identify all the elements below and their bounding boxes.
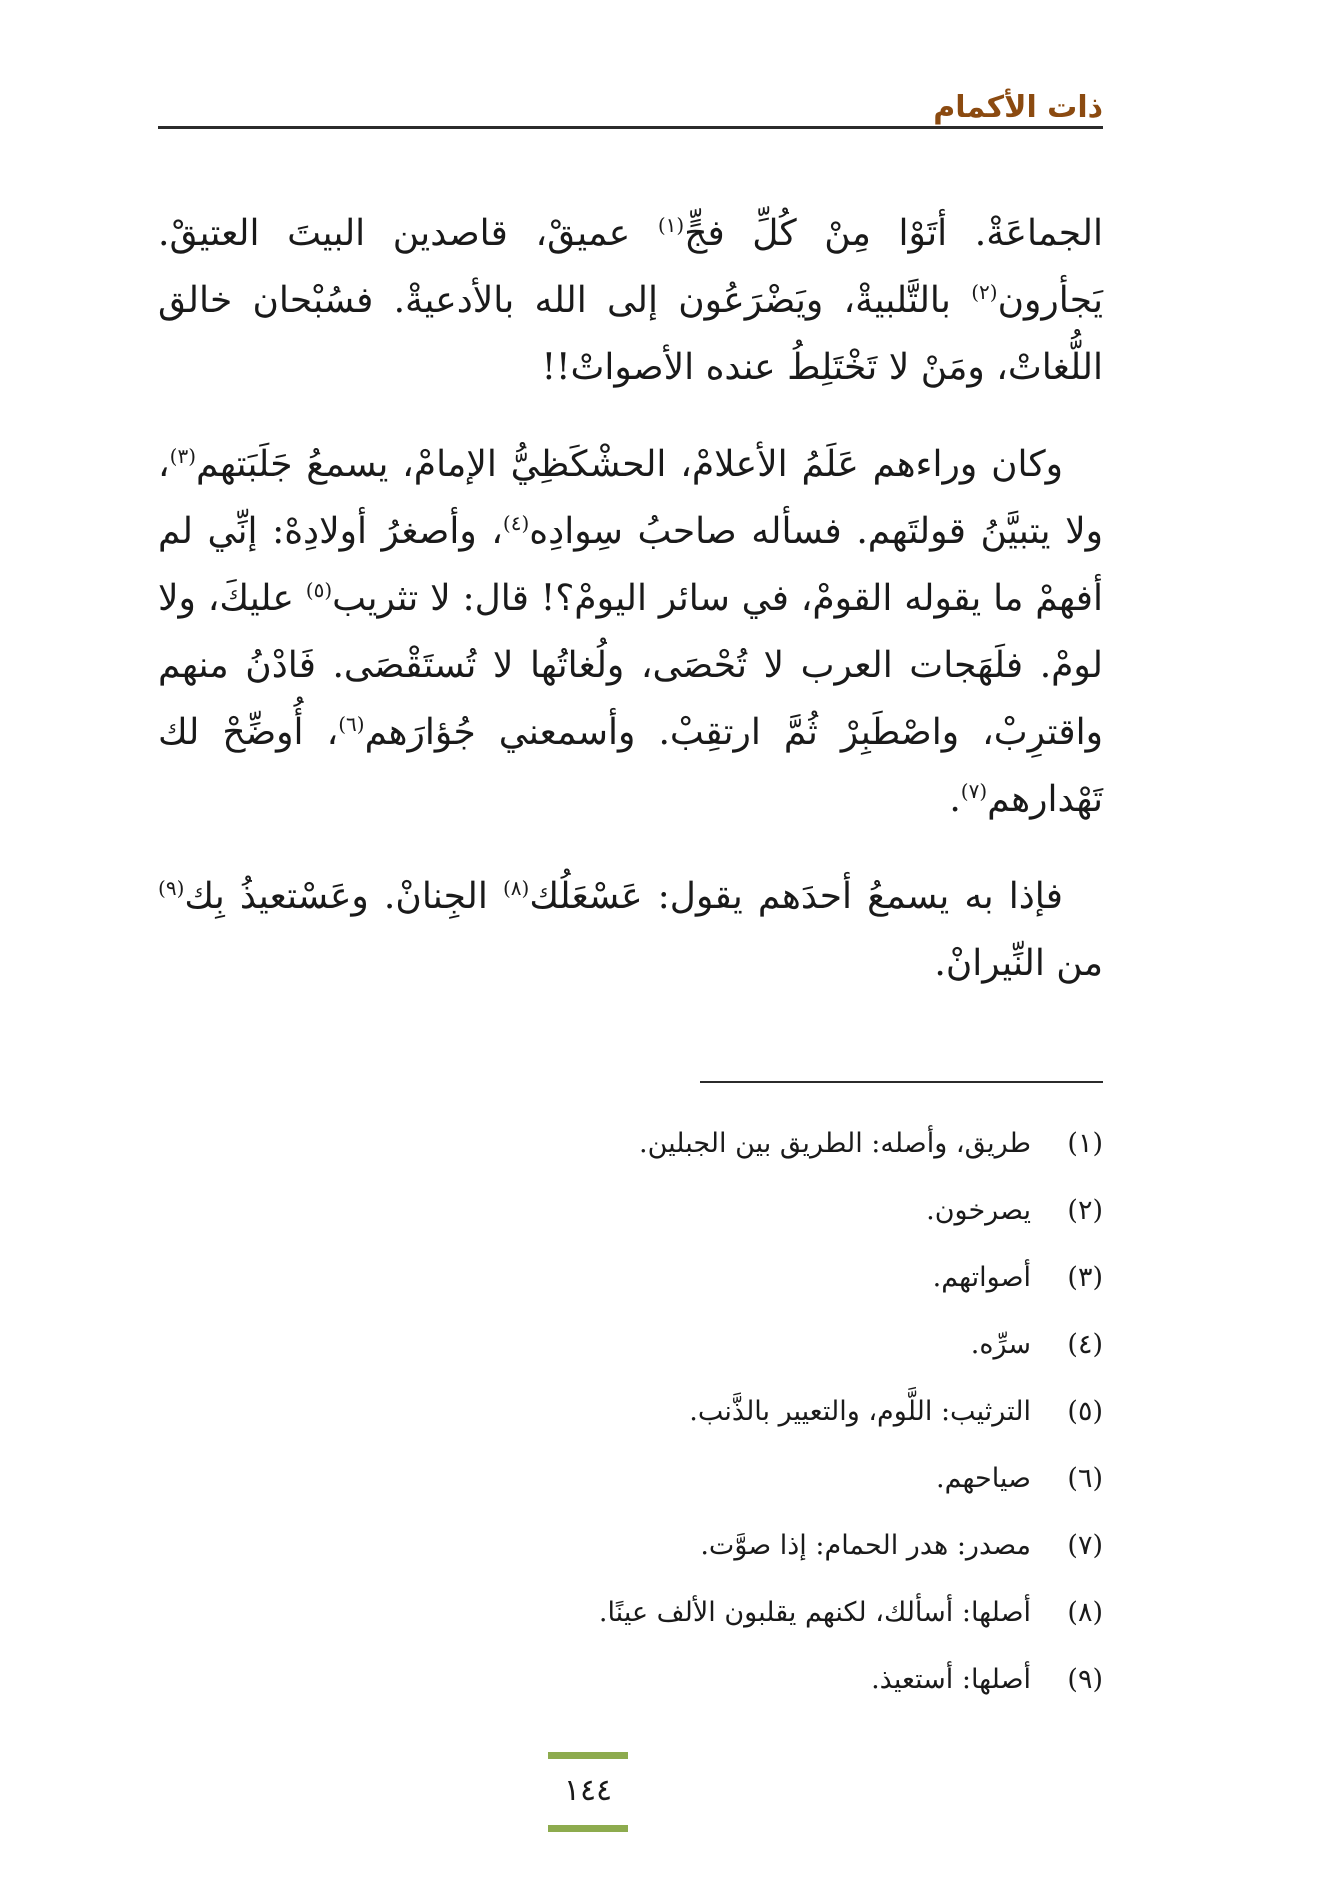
footnote-separator xyxy=(700,1081,1103,1083)
footnote-ref-8: (٨) xyxy=(502,876,530,900)
footnote-number: (٥) xyxy=(1067,1396,1103,1427)
footnote-item xyxy=(158,1311,1103,1378)
header-rule xyxy=(158,126,1103,129)
footnote-text: طريق، وأصله: الطريق بين الجبلين. xyxy=(639,1128,1031,1159)
footnote-text: سرِّه. xyxy=(970,1329,1031,1360)
text-run: وكان وراءهم عَلَمُ الأعلامْ، الحشْكَظِيُّ الإمامْ، يسمعُ جَلَبَتهم xyxy=(196,444,1063,485)
text-run: الجماعَةْ. أتَوْا مِنْ كُلِّ فجٍّ xyxy=(684,213,1103,254)
footnote-text: أصواتهم. xyxy=(932,1262,1031,1293)
footnote-number: (٩) xyxy=(1067,1664,1103,1695)
footnotes-list xyxy=(158,1110,1103,1713)
footnote-ref-1: (١) xyxy=(657,213,685,237)
running-head-title: ذات الأكمام xyxy=(933,90,1103,125)
footnote-ref-2: (٢) xyxy=(971,280,998,304)
footnote-number: (٢) xyxy=(1067,1195,1103,1226)
footnote-text: يصرخون. xyxy=(926,1195,1031,1226)
footnote-item xyxy=(158,1579,1103,1646)
text-run: بالتَّلبيةْ، ويَضْرَعُون إلى الله بالأدعيةْ. فسُبْحان خالق اللُّغاتْ، ومَنْ لا تَخْتَلِطُ عنده الأصواتْ!! xyxy=(158,280,1103,388)
text-run: من النِّيرانْ. xyxy=(934,943,1103,984)
text-run: . xyxy=(949,779,961,820)
text-run: عميقْ، قاصدين البيتَ العتيقْ. يَجأرون xyxy=(158,213,1103,321)
footnote-text: الترثيب: اللَّوم، والتعيير بالذَّنب. xyxy=(689,1396,1031,1427)
footnote-number: (٤) xyxy=(1067,1329,1103,1360)
footnote-item xyxy=(158,1378,1103,1445)
footnote-item xyxy=(158,1512,1103,1579)
text-run: ، أُوضِّحْ لك تَهْدارهم xyxy=(158,712,1103,820)
footnote-ref-7: (٧) xyxy=(960,779,988,803)
page-number-bar-top xyxy=(548,1752,628,1759)
text-run: عليكَ، ولا لومْ. فلَهَجات العرب لا تُحْصَى، ولُغاتُها لا تُستَقْصَى. فَادْنُ منهم واقترِبْ، واصْطَبِرْ ثُمَّ ارتقِبْ. وأسمعني جُؤارَهم xyxy=(158,578,1103,753)
footnote-number: (٦) xyxy=(1067,1463,1103,1494)
footnote-item xyxy=(158,1110,1103,1177)
footnote-ref-3: (٣) xyxy=(169,444,196,468)
body-text xyxy=(158,200,1103,1027)
footnote-number: (٨) xyxy=(1067,1597,1103,1628)
footnote-number: (١) xyxy=(1067,1128,1103,1159)
footnote-ref-6: (٦) xyxy=(338,712,365,736)
paragraph-2 xyxy=(158,431,1103,833)
footnote-number: (٧) xyxy=(1067,1530,1103,1561)
page-number-bar-bottom xyxy=(548,1825,628,1832)
footnote-item xyxy=(158,1244,1103,1311)
page-number: ١٤٤ xyxy=(563,1773,613,1808)
footnote-number: (٣) xyxy=(1067,1262,1103,1293)
text-run: فإذا به يسمعُ أحدَهم يقول: عَسْعَلُك xyxy=(529,876,1063,917)
footnote-ref-9: (٩) xyxy=(158,876,185,900)
footnote-text: أصلها: أسألك، لكنهم يقلبون الألف عينًا. xyxy=(598,1597,1031,1628)
footnote-text: صياحهم. xyxy=(936,1463,1031,1494)
footnote-text: مصدر: هدر الحمام: إذا صوَّت. xyxy=(700,1530,1031,1561)
footnote-ref-4: (٤) xyxy=(502,511,530,535)
footnote-item xyxy=(158,1445,1103,1512)
text-run: ، ولا يتبيَّنُ قولتَهم. فسأله صاحبُ سِوادِه xyxy=(158,444,1103,552)
footnote-item xyxy=(158,1177,1103,1244)
footnote-ref-5: (٥) xyxy=(305,578,333,602)
footnote-text: أصلها: أستعيذ. xyxy=(871,1664,1031,1695)
page-number-block xyxy=(548,1752,628,1832)
text-run: الجِنانْ. وعَسْتعيذُ بِك xyxy=(184,876,503,917)
footnote-item xyxy=(158,1646,1103,1713)
text-run: ، وأصغرُ أولادِهْ: إنِّي لم أفهمْ ما يقوله القومْ، في سائر اليومْ؟! قال: لا تثريب xyxy=(158,511,1103,619)
paragraph-3 xyxy=(158,863,1103,997)
paragraph-1 xyxy=(158,200,1103,401)
